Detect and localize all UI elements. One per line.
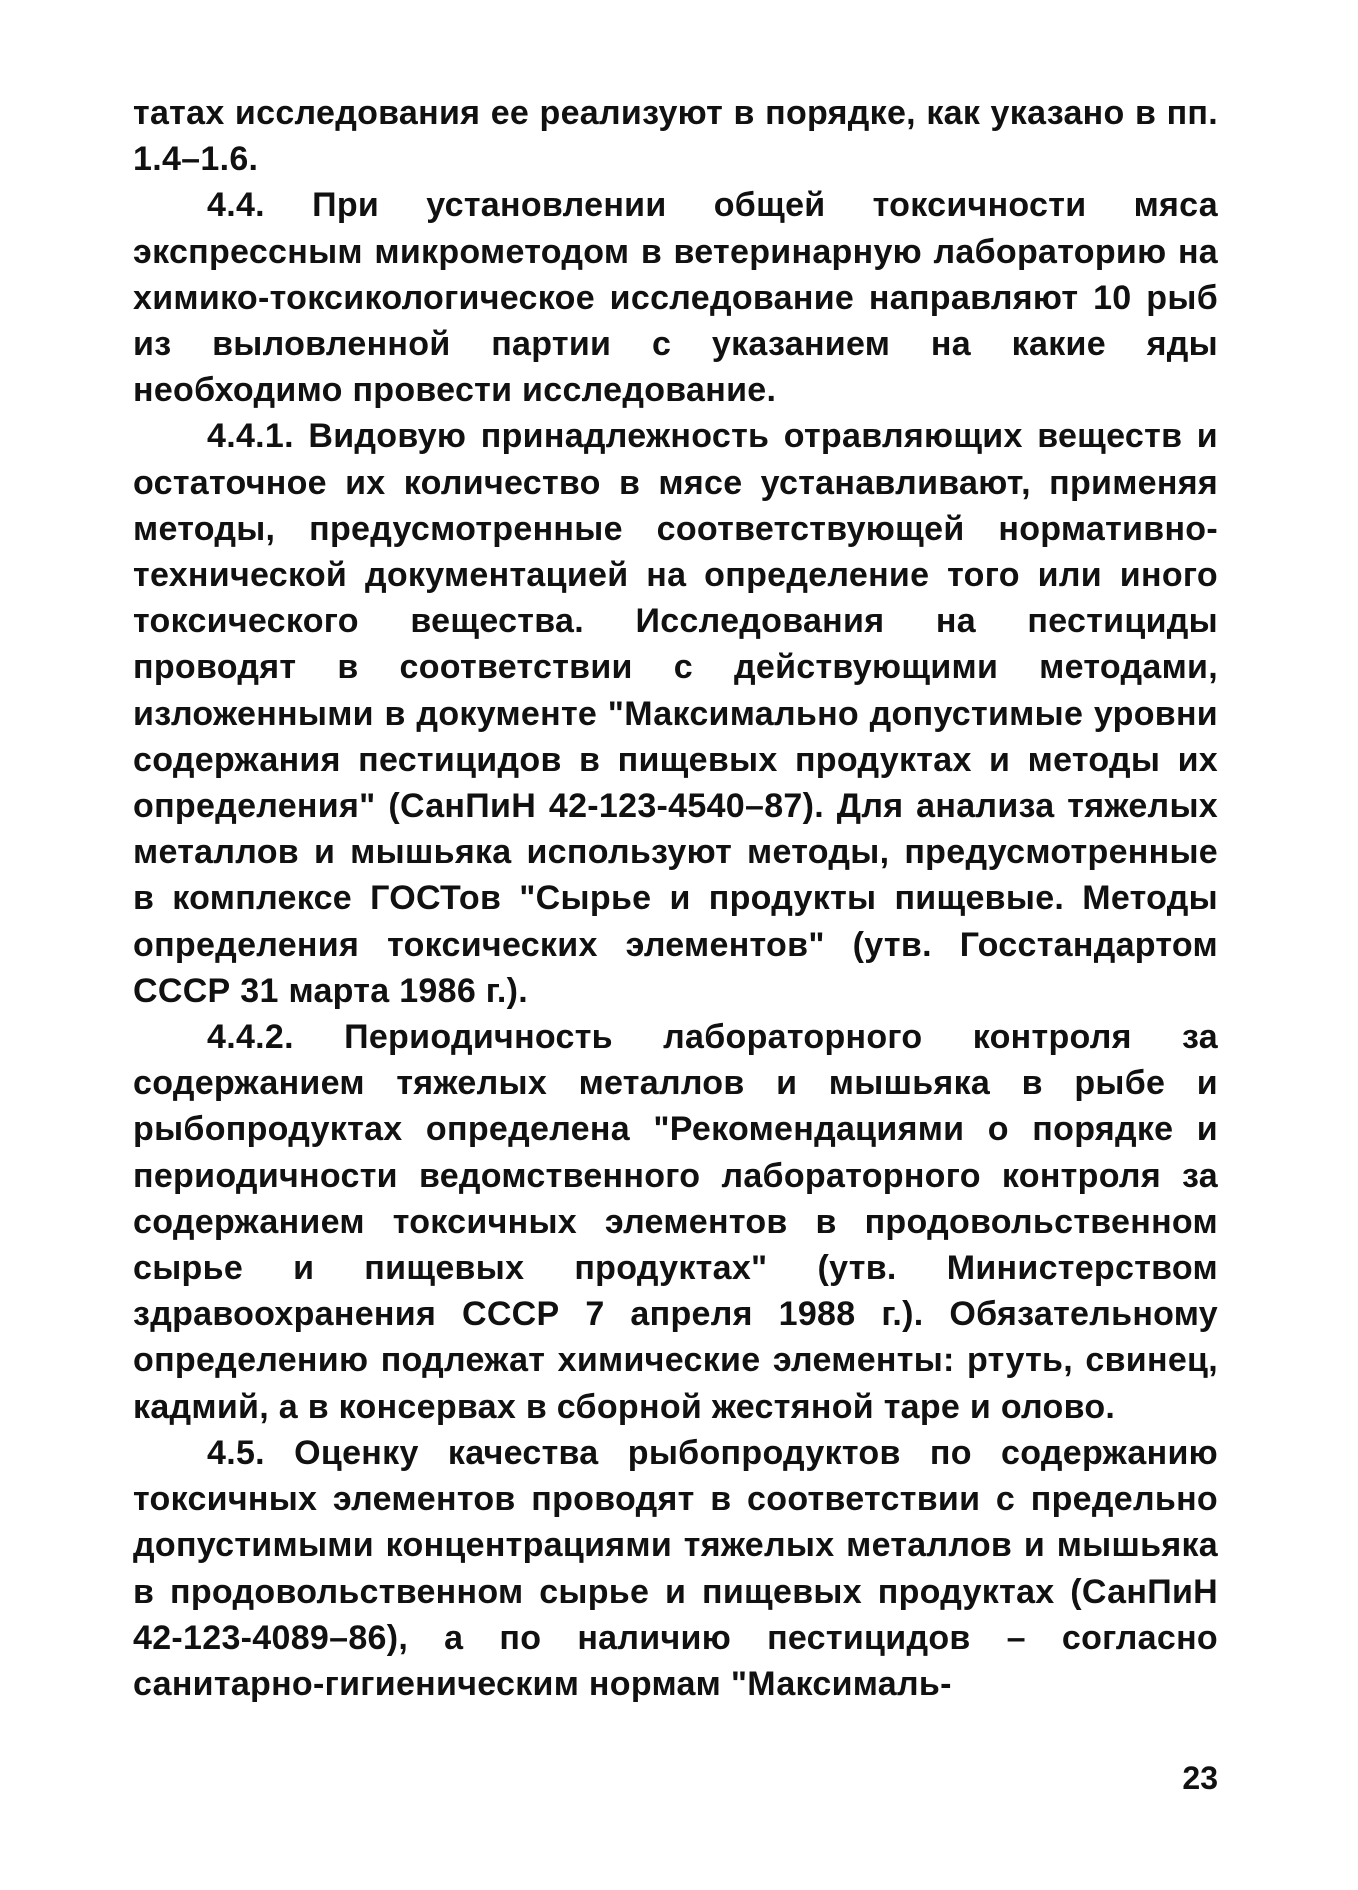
paragraph-4-4: 4.4. При установлении общей токсичности мяса экспрессным микрометодом в ветеринарную лабораторию на химико-токсикологическое исследование направляют 10 рыб из выловленной партии с указанием на какие яды необходимо провести исследование. <box>133 186 1218 410</box>
paragraph-4-5: 4.5. Оценку качества рыбопродуктов по содержанию токсичных элементов проводят в соответствии с предельно допустимыми концентрациями тяжелых металлов и мышьяка в продовольственном сырье и пищевых продуктах (СанПиН 42-123-4089–86), а по наличию пестицидов – согласно санитарно-гигиеническим нормам "Максималь- <box>133 1433 1218 1703</box>
paragraph-4-4-2: 4.4.2. Периодичность лабораторного контроля за содержанием тяжелых металлов и мышьяка в рыбе и рыбопродуктах определена "Рекомендациями о порядке и периодичности ведомственного лабораторного контроля за содержанием токсичных элементов в продовольственном сырье и пищевых продуктах" (утв. Министерством здравоохранения СССР 7 апреля 1988 г.). Обязательному определению подлежат химические элементы: ртуть, свинец, кадмий, а в консервах в сборной жестяной таре и олово. <box>133 1018 1218 1426</box>
body-text <box>133 90 1218 1707</box>
paragraph-4-4-1: 4.4.1. Видовую принадлежность отравляющих веществ и остаточное их количество в мясе устанавливают, применяя методы, предусмотренные соответствующей нормативно-технической документацией на определение того или иного токсического вещества. Исследования на пестициды проводят в соответствии с действующими методами, изложенными в документе "Максимально допустимые уровни содержания пестицидов в пищевых продуктах и методы их определения" (СанПиН 42-123-4540–87). Для анализа тяжелых металлов и мышьяка используют методы, предусмотренные в комплексе ГОСТов "Сырье и продукты пищевые. Методы определения токсических элементов" (утв. Госстандартом СССР 31 марта 1986 г.). <box>133 417 1218 1010</box>
page-number: 23 <box>1182 1760 1218 1796</box>
paragraph-continuation: татах исследования ее реализуют в порядке, как указано в пп. 1.4–1.6. <box>133 94 1218 179</box>
